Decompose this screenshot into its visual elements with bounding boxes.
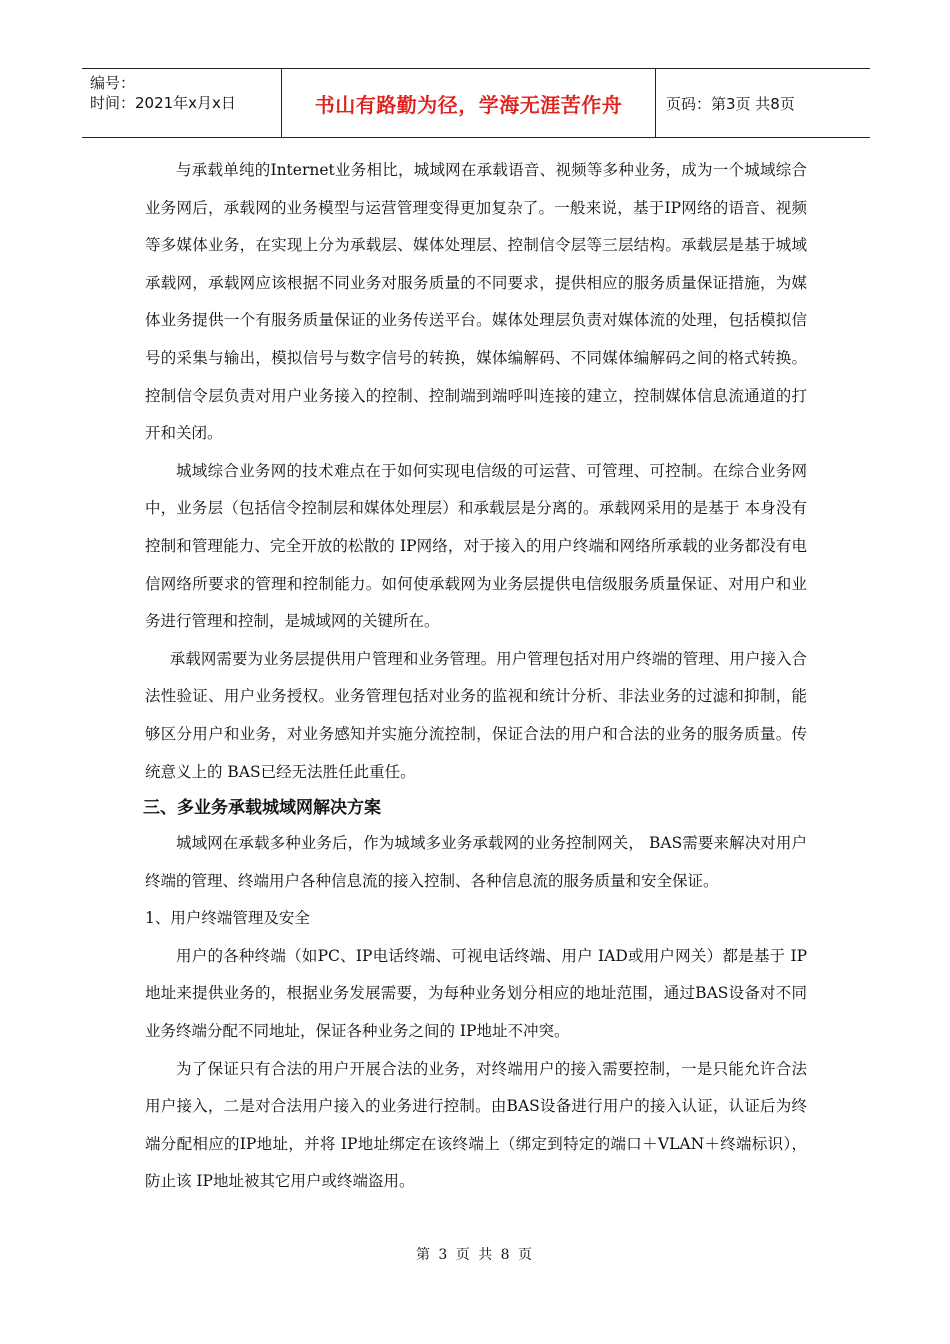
page-header <box>82 68 870 138</box>
header-meta <box>82 69 282 137</box>
subsection-title: 1、用户终端管理及安全 <box>145 909 310 928</box>
section-title: 三、多业务承载城域网解决方案 <box>143 798 381 819</box>
paragraph-2: 城域综合业务网的技术难点在于如何实现电信级的可运营、可管理、可控制。在综合业务网中，业务层（包括信令控制层和媒体处理层）和承载层是分离的。承载网采用的是基于 本身没有控制和管理能力、完全开放的松散的 IP网络，对于接入的用户终端和网络所承载的业务都没有电信网络所要求的管理和控制能力。如何使承载网为业务层提供电信级服务质量保证、对用户和业务进行管理和控制，是城域网的关键所在。 <box>145 461 807 631</box>
paragraph-5: 用户的各种终端（如PC、IP电话终端、可视电话终端、用户 IAD或用户网关）都是基于 IP地址来提供业务的，根据业务发展需要，为每种业务划分相应的地址范围，通过BAS设备对不同业务终端分配不同地址，保证各种业务之间的 IP地址不冲突。 <box>145 946 807 1041</box>
header-page-label: 页码：第3页 共8页 <box>666 94 795 113</box>
paragraph-4: 城域网在承载多种业务后，作为城域多业务承载网的业务控制网关， BAS需要来解决对用户终端的管理、终端用户各种信息流的接入控制、各种信息流的服务质量和安全保证。 <box>145 834 807 890</box>
paragraph-6: 为了保证只有合法的用户开展合法的业务，对终端用户的接入需要控制，一是只能允许合法用户接入，二是对合法用户接入的业务进行控制。由BAS设备进行用户的接入认证，认证后为终端分配相应的IP地址，并将 IP地址绑定在该终端上（绑定到特定的端口＋VLAN＋终端标识），防止该 IP地址被其它用户或终端盗用。 <box>145 1059 807 1191</box>
paragraph-3: 承载网需要为业务层提供用户管理和业务管理。用户管理包括对用户终端的管理、用户接入合法性验证、用户业务授权。业务管理包括对业务的监视和统计分析、非法业务的过滤和抑制，能够区分用户和业务，对业务感知并实施分流控制，保证合法的用户和合法的业务的服务质量。传统意义上的 BAS已经无法胜任此重任。 <box>145 649 807 781</box>
paragraph-1: 与承载单纯的Internet业务相比，城域网在承载语音、视频等多种业务，成为一个城域综合业务网后，承载网的业务模型与运营管理变得更加复杂了。一般来说，基于IP网络的语音、视频等多媒体业务，在实现上分为承载层、媒体处理层、控制信令层等三层结构。承载层是基于城域承载网，承载网应该根据不同业务对服务质量的不同要求，提供相应的服务质量保证措施，为媒体业务提供一个有服务质量保证的业务传送平台。媒体处理层负责对媒体流的处理，包括模拟信号的采集与输出，模拟信号与数字信号的转换，媒体编解码、不同媒体编解码之间的格式转换。控制信令层负责对用户业务接入的控制、控制端到端呼叫连接的建立，控制媒体信息流通道的打开和关闭。 <box>145 161 807 443</box>
header-motto: 书山有路勤为径，学海无涯苦作舟 <box>282 69 656 137</box>
document-body <box>145 152 807 1201</box>
document-date-label: 时间：2021年x月x日 <box>90 94 236 112</box>
document-number-label: 编号： <box>90 74 136 92</box>
page-footer: 第 3 页 共 8 页 <box>415 1247 535 1263</box>
